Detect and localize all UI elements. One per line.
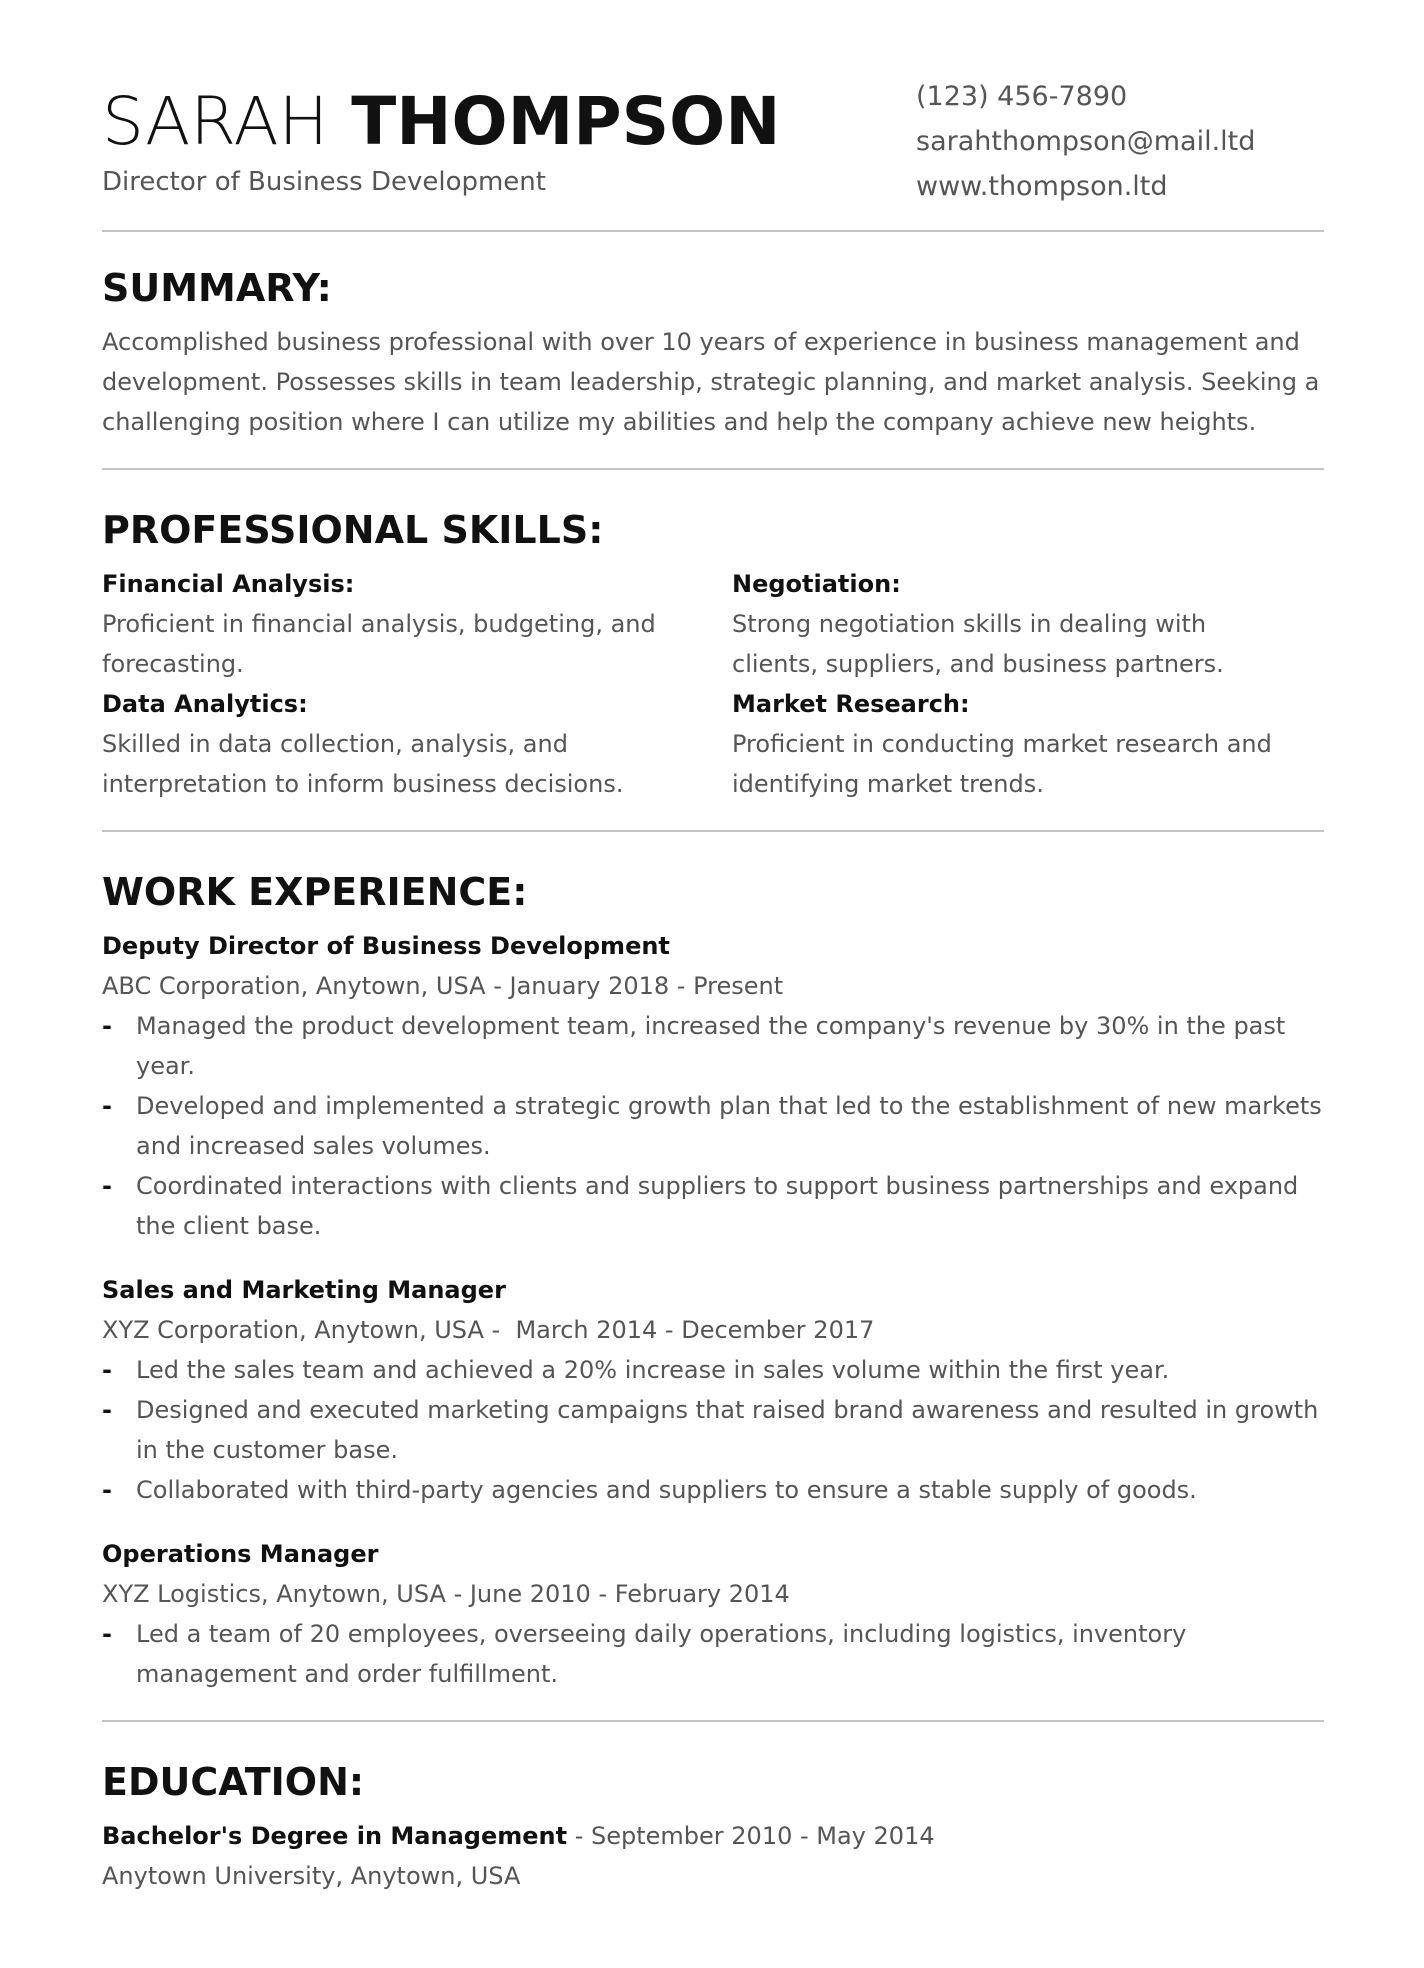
job-title: Operations Manager — [102, 1540, 379, 1568]
job-bullet-text: Led the sales team and achieved a 20% increase in sales volume within the first year. — [136, 1356, 1170, 1384]
dash-marker: - — [102, 1172, 112, 1200]
degree-dates: - September 2010 - May 2014 — [567, 1822, 935, 1850]
resume-page — [102, 0, 1324, 1896]
job-bullet — [102, 1166, 1324, 1246]
work-heading: WORK EXPERIENCE: — [102, 870, 528, 914]
job-bullet-text: Developed and implemented a strategic growth plan that led to the establishment of new markets and increased sales volumes. — [136, 1092, 1322, 1160]
skill-description: Proficient in financial analysis, budgeting, and forecasting. — [102, 610, 656, 678]
contact-email: sarahthompson@mail.ltd — [916, 126, 1256, 157]
skill-item — [732, 564, 1292, 684]
summary-section — [102, 232, 1324, 468]
dash-marker: - — [102, 1012, 112, 1040]
dash-marker: - — [102, 1476, 112, 1504]
skill-description: Skilled in data collection, analysis, and interpretation to inform business decisions. — [102, 730, 624, 798]
job-bullet — [102, 1006, 1324, 1086]
job-title: Sales and Marketing Manager — [102, 1276, 506, 1304]
job-bullet-text: Collaborated with third-party agencies and suppliers to ensure a stable supply of goods. — [136, 1476, 1197, 1504]
job-bullet — [102, 1390, 1324, 1470]
dash-marker: - — [102, 1356, 112, 1384]
job-title: Deputy Director of Business Development — [102, 932, 670, 960]
dash-marker: - — [102, 1396, 112, 1424]
job-bullets — [102, 1350, 1324, 1510]
contact-block — [916, 74, 1255, 209]
education-degree-line — [102, 1816, 1324, 1856]
education-heading: EDUCATION: — [102, 1760, 365, 1804]
first-name: SARAH — [102, 83, 329, 160]
summary-text: Accomplished business professional with over 10 years of experience in business management and development. Possesses skills in team leadership, strategic planning, and market analysis. Seeking a challenging position where I can utilize my abilities and help the company achieve new heights. — [102, 328, 1320, 436]
skill-name: Market Research: — [732, 690, 970, 718]
skills-heading: PROFESSIONAL SKILLS: — [102, 508, 604, 552]
job-meta: ABC Corporation, Anytown, USA - January 2018 - Present — [102, 972, 784, 1000]
skill-item — [102, 564, 732, 684]
job-entry — [102, 1270, 1324, 1510]
candidate-role: Director of Business Development — [102, 167, 546, 197]
education-school: Anytown University, Anytown, USA — [102, 1862, 521, 1890]
job-bullet — [102, 1086, 1324, 1166]
skill-description: Proficient in conducting market research and identifying market trends. — [732, 730, 1272, 798]
contact-phone: (123) 456-7890 — [916, 81, 1128, 112]
dash-marker: - — [102, 1092, 112, 1120]
work-section — [102, 832, 1324, 1720]
job-bullets — [102, 1006, 1324, 1246]
dash-marker: - — [102, 1620, 112, 1648]
resume-header — [102, 0, 1324, 230]
skills-grid — [102, 564, 1324, 804]
summary-heading: SUMMARY: — [102, 266, 332, 310]
job-bullet-text: Coordinated interactions with clients and suppliers to support business partnerships and expand the client base. — [136, 1172, 1299, 1240]
candidate-name — [102, 82, 781, 162]
skills-section — [102, 470, 1324, 830]
job-meta: XYZ Corporation, Anytown, USA - March 2014 - December 2017 — [102, 1316, 875, 1344]
job-meta: XYZ Logistics, Anytown, USA - June 2010 - February 2014 — [102, 1580, 790, 1608]
job-entry — [102, 926, 1324, 1246]
degree-name: Bachelor's Degree in Management — [102, 1822, 568, 1850]
skill-name: Financial Analysis: — [102, 570, 355, 598]
education-section — [102, 1722, 1324, 1896]
job-bullets — [102, 1614, 1324, 1694]
job-bullet-text: Managed the product development team, increased the company's revenue by 30% in the past year. — [136, 1012, 1286, 1080]
contact-website: www.thompson.ltd — [916, 171, 1168, 202]
last-name: THOMPSON — [351, 83, 781, 160]
job-bullet — [102, 1614, 1324, 1694]
skill-item — [732, 684, 1292, 804]
job-bullet — [102, 1350, 1324, 1390]
job-entry — [102, 1534, 1324, 1694]
skill-name: Negotiation: — [732, 570, 901, 598]
skill-item — [102, 684, 732, 804]
skill-description: Strong negotiation skills in dealing with clients, suppliers, and business partners. — [732, 610, 1224, 678]
skill-name: Data Analytics: — [102, 690, 308, 718]
job-bullet-text: Designed and executed marketing campaigns that raised brand awareness and resulted in growth in the customer base. — [136, 1396, 1319, 1464]
job-bullet — [102, 1470, 1324, 1510]
job-bullet-text: Led a team of 20 employees, overseeing daily operations, including logistics, inventory management and order fulfillment. — [136, 1620, 1187, 1688]
